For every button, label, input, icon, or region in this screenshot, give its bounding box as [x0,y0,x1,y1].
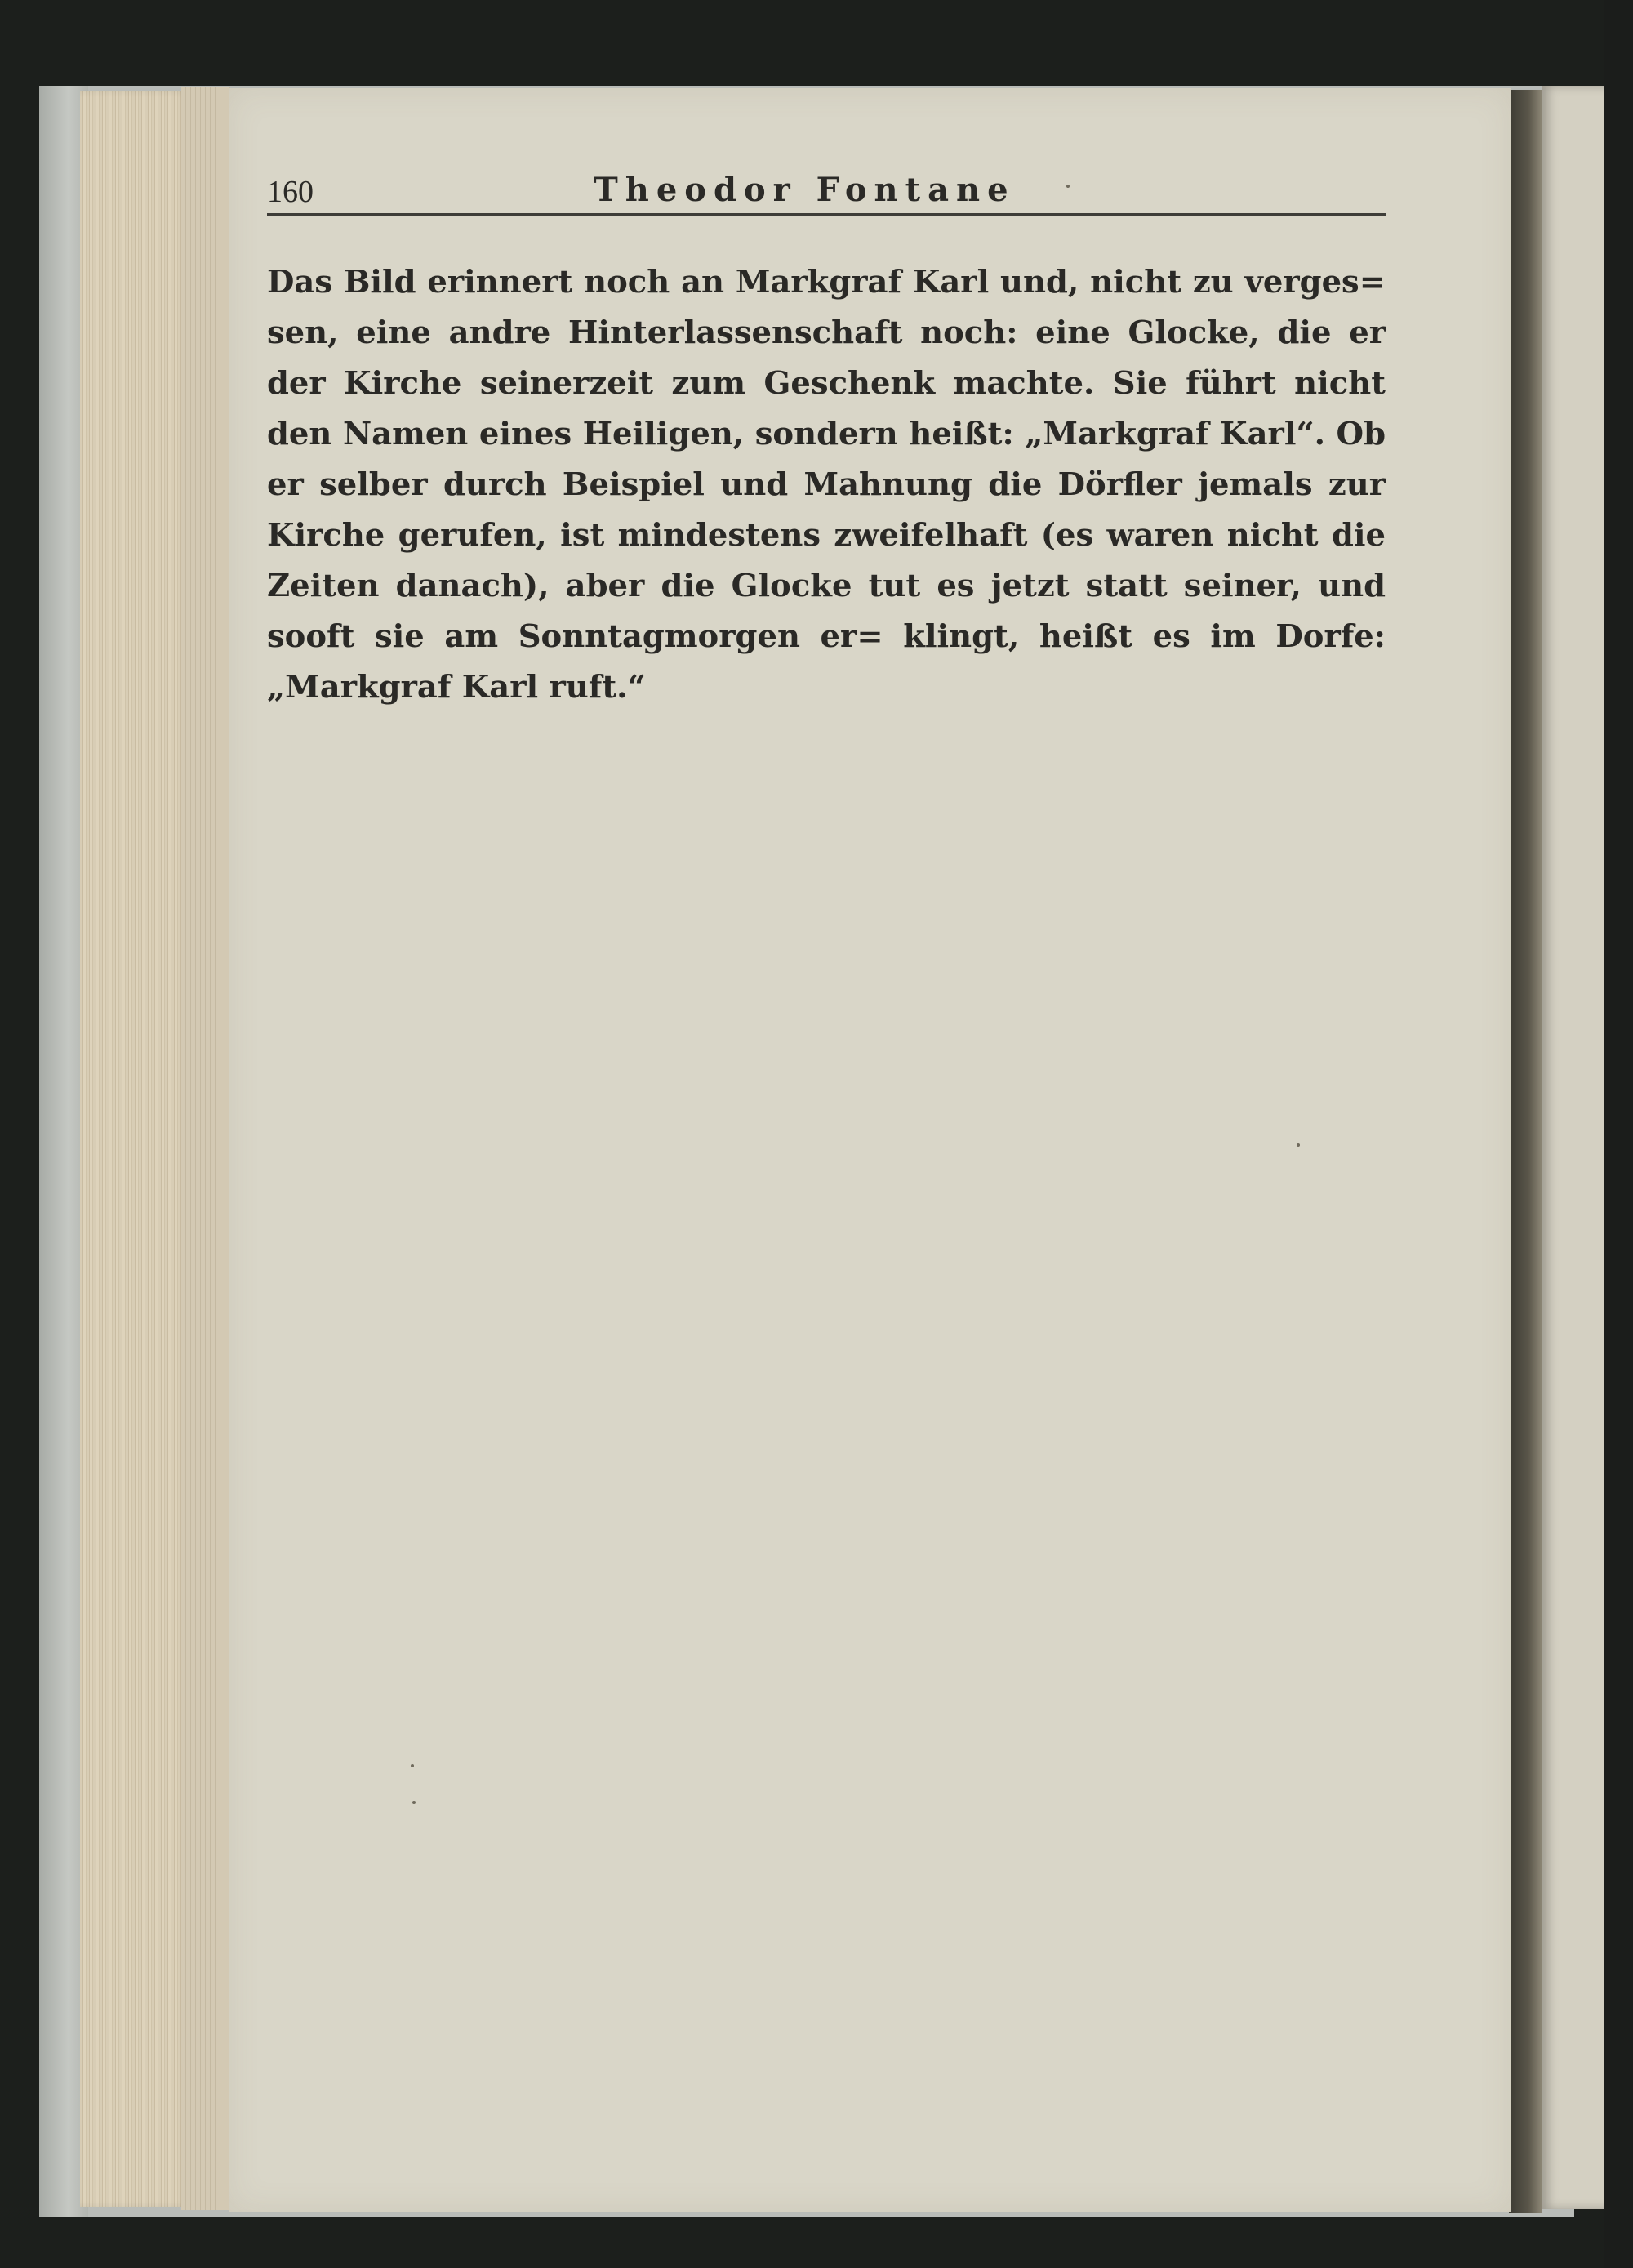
paper-speck [412,1801,416,1804]
paper-speck [1066,185,1070,188]
running-head-author: Theodor Fontane [594,171,1016,209]
book-gutter [1509,90,1542,2213]
paper-speck [1297,1143,1300,1147]
body-text [267,257,1386,713]
paper-speck [411,1764,414,1767]
paragraph: Das Bild erinnert noch an Markgraf Karl und, nicht zu verges= sen, eine andre Hinterlassenschaft noch: eine Glocke, die er der Kirche seinerzeit zum Geschenk machte. Sie führt nicht den Namen eines Heiligen, sondern heißt: „Markgraf Karl“. Ob er selber durch Beispiel und Mahnung die Dörfler jemals zur Kirche gerufen, ist mindestens zweifelhaft (es waren nicht die Zeiten danach), aber die Glocke tut es jetzt statt seiner, und sooft sie am Sonntagmorgen er= klingt, heißt es im Dorfe: „Markgraf Karl ruft.“ [267,264,1386,706]
running-head [267,167,1386,216]
page-stack-inner-edges [181,87,230,2210]
page-number: 160 [267,175,314,209]
background-shadow [1604,0,1633,2268]
page-stack-edges [80,91,190,2207]
